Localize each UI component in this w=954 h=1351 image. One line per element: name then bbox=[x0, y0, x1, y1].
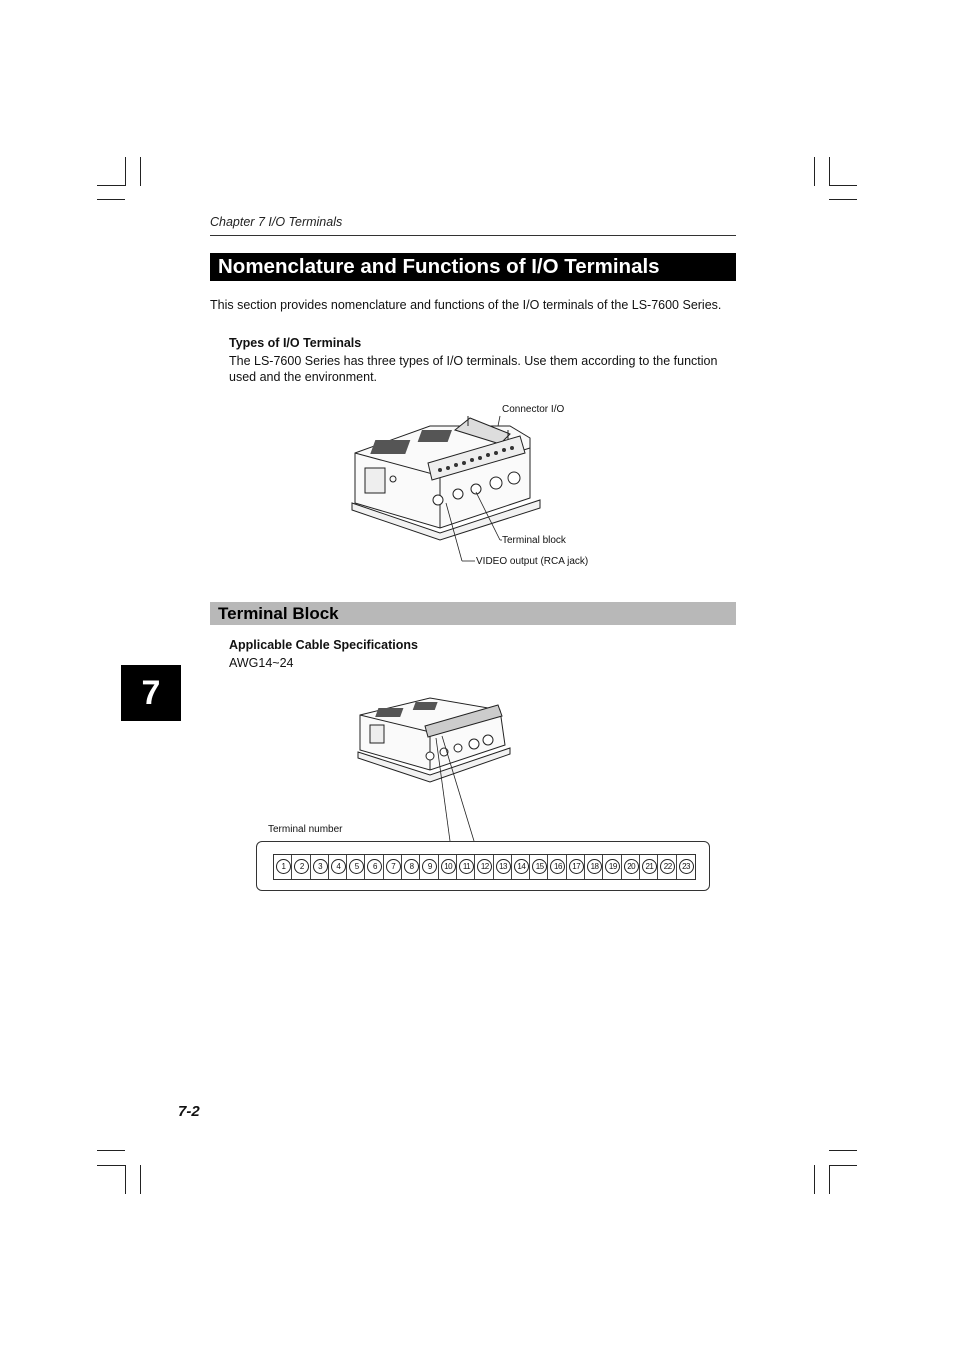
terminal-cell bbox=[603, 855, 621, 879]
terminal-cell bbox=[475, 855, 493, 879]
terminal-number: 23 bbox=[679, 859, 694, 874]
intro-paragraph: This section provides nomenclature and functions of the I/O terminals of the LS-7600 Series. bbox=[210, 298, 722, 312]
terminal-cell bbox=[567, 855, 585, 879]
terminal-cell bbox=[311, 855, 329, 879]
page-number: 7-2 bbox=[178, 1103, 200, 1120]
terminal-cell bbox=[677, 855, 695, 879]
terminal-cell bbox=[658, 855, 676, 879]
terminal-number: 22 bbox=[660, 859, 675, 874]
chapter-header: Chapter 7 I/O Terminals bbox=[210, 215, 736, 236]
terminal-number: 21 bbox=[642, 859, 657, 874]
terminal-number: 17 bbox=[569, 859, 584, 874]
types-paragraph: The LS-7600 Series has three types of I/O terminals. Use them according to the function used and the environment. bbox=[229, 354, 718, 384]
terminal-cell bbox=[530, 855, 548, 879]
device-illustration-2 bbox=[350, 690, 520, 845]
cable-spec-heading: Applicable Cable Specifications bbox=[229, 638, 418, 652]
terminal-cell bbox=[420, 855, 438, 879]
terminal-number: 8 bbox=[404, 859, 419, 874]
terminal-cell bbox=[274, 855, 292, 879]
device-illustration bbox=[340, 408, 620, 578]
terminal-number: 20 bbox=[624, 859, 639, 874]
terminal-cell bbox=[402, 855, 420, 879]
terminal-number-label: Terminal number bbox=[268, 824, 343, 835]
terminal-number: 11 bbox=[459, 859, 474, 874]
terminal-number: 9 bbox=[422, 859, 437, 874]
terminal-cell bbox=[640, 855, 658, 879]
callout-video-output: VIDEO output (RCA jack) bbox=[476, 556, 589, 567]
chapter-tab: 7 bbox=[121, 665, 181, 721]
terminal-number: 4 bbox=[331, 859, 346, 874]
terminal-number: 5 bbox=[349, 859, 364, 874]
terminal-number: 10 bbox=[441, 859, 456, 874]
terminal-cell bbox=[365, 855, 383, 879]
terminal-cell bbox=[329, 855, 347, 879]
callout-connector-io: Connector I/O bbox=[502, 404, 565, 415]
terminal-number: 15 bbox=[532, 859, 547, 874]
terminal-strip bbox=[256, 841, 710, 891]
terminal-number: 7 bbox=[386, 859, 401, 874]
terminal-number: 18 bbox=[587, 859, 602, 874]
cable-spec-value: AWG14~24 bbox=[229, 656, 294, 670]
terminal-cell bbox=[512, 855, 530, 879]
terminal-number: 13 bbox=[496, 859, 511, 874]
terminal-cell bbox=[347, 855, 365, 879]
terminal-number: 3 bbox=[313, 859, 328, 874]
terminal-cell bbox=[457, 855, 475, 879]
terminal-number: 16 bbox=[550, 859, 565, 874]
terminal-cell bbox=[622, 855, 640, 879]
terminal-cell bbox=[548, 855, 566, 879]
terminal-block-title: Terminal Block bbox=[210, 602, 736, 625]
terminal-cell bbox=[292, 855, 310, 879]
terminal-row bbox=[273, 854, 696, 880]
callout-terminal-block: Terminal block bbox=[502, 535, 566, 546]
terminal-number: 1 bbox=[276, 859, 291, 874]
terminal-cell bbox=[585, 855, 603, 879]
section-title: Nomenclature and Functions of I/O Terminals bbox=[210, 253, 736, 281]
terminal-number: 12 bbox=[477, 859, 492, 874]
terminal-number: 6 bbox=[367, 859, 382, 874]
types-heading: Types of I/O Terminals bbox=[229, 336, 362, 350]
terminal-number: 14 bbox=[514, 859, 529, 874]
terminal-cell bbox=[384, 855, 402, 879]
terminal-number: 19 bbox=[605, 859, 620, 874]
terminal-cell bbox=[494, 855, 512, 879]
terminal-cell bbox=[439, 855, 457, 879]
terminal-number: 2 bbox=[294, 859, 309, 874]
